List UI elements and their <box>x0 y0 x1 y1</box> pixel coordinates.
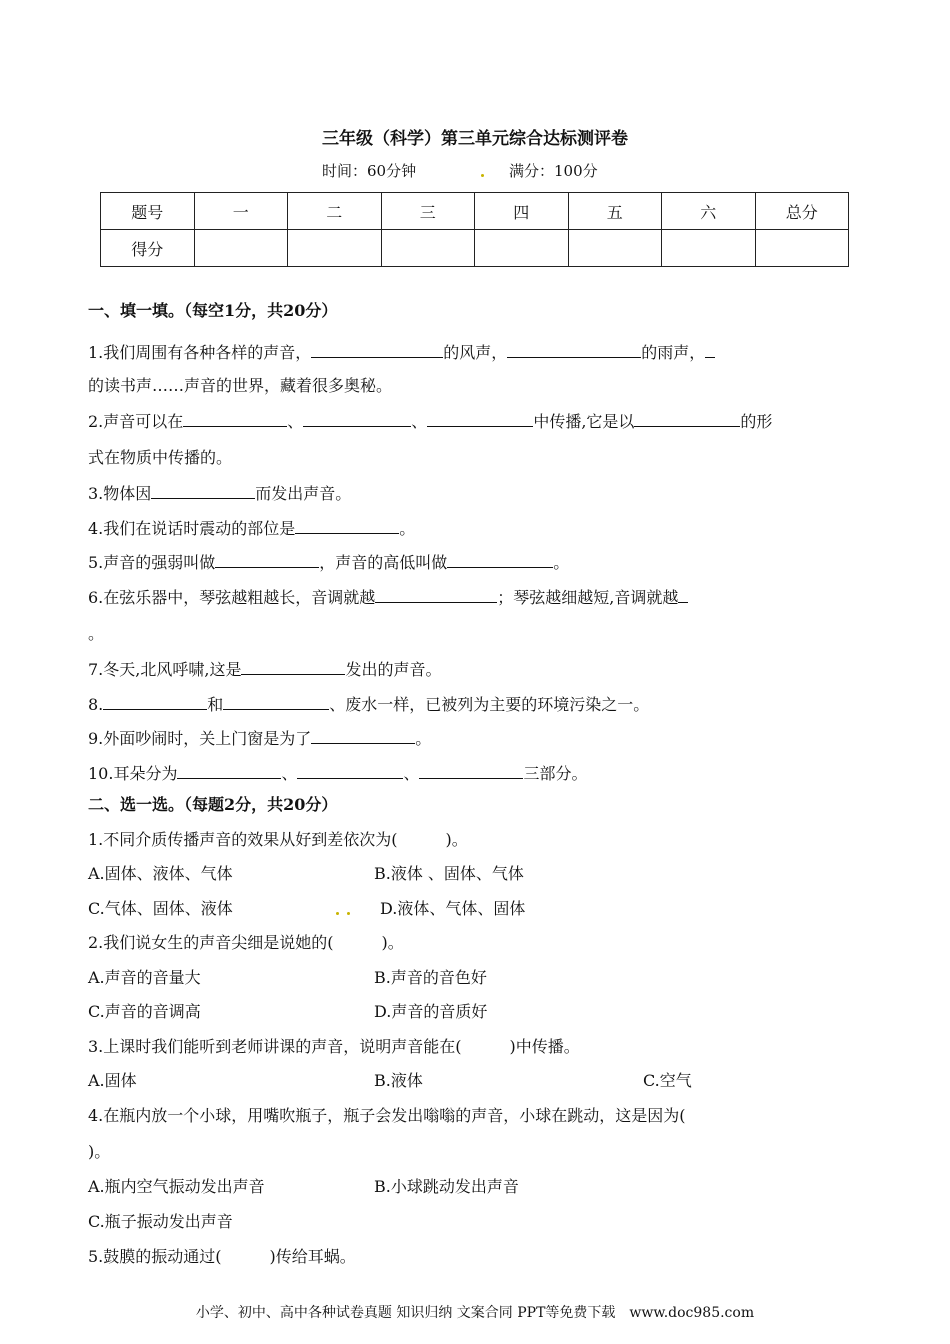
score-header-cell: 一 <box>194 193 288 230</box>
answer-blank[interactable] <box>295 517 399 534</box>
s1-question-1 <box>88 341 715 363</box>
answer-blank[interactable] <box>419 762 523 779</box>
s1-question-6 <box>88 586 688 608</box>
q-text: 、废水一样，已被列为主要的环境污染之一。 <box>329 695 650 714</box>
answer-blank[interactable] <box>183 410 287 427</box>
s2-question-4: 4.在瓶内放一个小球，用嘴吹瓶子，瓶子会发出嗡嗡的声音，小球在跳动，这是因为( <box>88 1106 686 1125</box>
q-text: 1.我们周围有各种各样的声音， <box>88 343 312 362</box>
answer-blank[interactable] <box>311 341 443 358</box>
q-text: 4.我们在说话时震动的部位是 <box>88 519 296 538</box>
score-header-cell: 题号 <box>101 193 195 230</box>
answer-blank[interactable] <box>103 693 207 710</box>
s2-question-1: 1.不同介质传播声音的效果从好到差依次为( )。 <box>88 830 468 849</box>
answer-blank[interactable] <box>151 482 255 499</box>
s2-question-2: 2.我们说女生的声音尖细是说她的( )。 <box>88 933 404 952</box>
score-table <box>100 192 849 267</box>
page-footer: 小学、初中、高中各种试卷真题 知识归纳 文案合同 PPT等免费下载 www.doc985.com <box>195 1305 755 1321</box>
s1-question-2 <box>88 410 772 432</box>
page-title: 三年级（科学）第三单元综合达标测评卷 <box>322 129 628 149</box>
q-text: 三部分。 <box>523 764 588 783</box>
s2-question-4-cont: )。 <box>88 1142 111 1161</box>
q-text: 的形 <box>740 412 773 431</box>
s2-q1-option-d[interactable]: D.液体、气体、固体 <box>380 899 526 918</box>
q-text: 、 <box>281 764 298 783</box>
q-text: 、 <box>411 412 428 431</box>
s2-q1-option-b[interactable]: B.液体 、固体、气体 <box>374 864 524 883</box>
decorative-dot <box>347 912 350 915</box>
q-text: 3.物体因 <box>88 484 152 503</box>
score-table-header-row <box>101 193 849 230</box>
q-text: 、 <box>287 412 304 431</box>
decorative-dot <box>481 174 484 177</box>
s1-question-8 <box>88 693 649 715</box>
q-text: 6.在弦乐器中，琴弦越粗越长，音调就越 <box>88 588 376 607</box>
answer-blank[interactable] <box>177 762 281 779</box>
score-cell <box>381 230 475 267</box>
answer-blank[interactable] <box>297 762 403 779</box>
s1-question-7 <box>88 658 441 680</box>
q-text: 的雨声， <box>641 343 706 362</box>
answer-blank[interactable] <box>303 410 411 427</box>
score-header-cell: 二 <box>288 193 382 230</box>
answer-blank[interactable] <box>634 410 740 427</box>
answer-blank[interactable] <box>447 551 553 568</box>
s2-q2-option-c[interactable]: C.声音的音调高 <box>88 1002 201 1021</box>
answer-blank[interactable] <box>311 727 415 744</box>
section2-heading: 二、选一选。（每题2分，共20分） <box>88 795 338 814</box>
score-cell <box>568 230 662 267</box>
answer-blank[interactable] <box>705 341 715 358</box>
q-text: 中传播,它是以 <box>533 412 635 431</box>
s1-question-9 <box>88 727 431 749</box>
answer-blank[interactable] <box>241 658 345 675</box>
s2-q4-option-c[interactable]: C.瓶子振动发出声音 <box>88 1212 233 1231</box>
s2-q1-option-a[interactable]: A.固体、液体、气体 <box>88 864 233 883</box>
score-cell <box>662 230 756 267</box>
score-cell <box>194 230 288 267</box>
q-text: 的风声， <box>443 343 508 362</box>
q-text: 发出的声音。 <box>345 660 442 679</box>
s1-question-2-cont: 式在物质中传播的。 <box>88 448 233 467</box>
s1-question-5 <box>88 551 569 573</box>
s2-q2-option-d[interactable]: D.声音的音质好 <box>374 1002 488 1021</box>
s2-q2-option-b[interactable]: B.声音的音色好 <box>374 968 487 987</box>
q-text: 而发出声音。 <box>255 484 352 503</box>
answer-blank[interactable] <box>427 410 533 427</box>
s1-question-6-cont: 。 <box>88 624 105 643</box>
score-header-cell: 四 <box>475 193 569 230</box>
q-text: ，声音的高低叫做 <box>319 553 448 572</box>
section1-heading: 一、填一填。（每空1分，共20分） <box>88 301 338 320</box>
exam-total-score: 满分：100分 <box>509 162 598 180</box>
score-cell <box>755 230 849 267</box>
q-text: 5.声音的强弱叫做 <box>88 553 216 572</box>
q-text: 。 <box>415 729 432 748</box>
score-table-score-row <box>101 230 849 267</box>
score-row-label: 得分 <box>101 230 195 267</box>
q-text: 、 <box>403 764 420 783</box>
q-text: 2.声音可以在 <box>88 412 184 431</box>
s1-question-1-cont: 的读书声……声音的世界，藏着很多奥秘。 <box>88 376 393 395</box>
exam-time: 时间：60分钟 <box>322 162 417 180</box>
score-header-cell: 三 <box>381 193 475 230</box>
score-cell <box>475 230 569 267</box>
s2-q4-option-b[interactable]: B.小球跳动发出声音 <box>374 1177 519 1196</box>
answer-blank[interactable] <box>215 551 319 568</box>
s2-question-3: 3.上课时我们能听到老师讲课的声音，说明声音能在( )中传播。 <box>88 1037 580 1056</box>
q-text: ；琴弦越细越短,音调就越 <box>497 588 679 607</box>
score-header-cell: 六 <box>662 193 756 230</box>
score-header-cell: 总分 <box>755 193 849 230</box>
score-cell <box>288 230 382 267</box>
q-text: 10.耳朵分为 <box>88 764 178 783</box>
score-header-cell: 五 <box>568 193 662 230</box>
s2-question-5: 5.鼓膜的振动通过( )传给耳蜗。 <box>88 1247 356 1266</box>
answer-blank[interactable] <box>375 586 497 603</box>
decorative-dot <box>336 912 339 915</box>
answer-blank[interactable] <box>223 693 329 710</box>
s2-q1-option-c[interactable]: C.气体、固体、液体 <box>88 899 233 918</box>
s2-q2-option-a[interactable]: A.声音的音量大 <box>88 968 201 987</box>
s2-q3-option-a[interactable]: A.固体 <box>88 1071 137 1090</box>
s2-q3-option-c[interactable]: C.空气 <box>643 1071 692 1090</box>
q-text: 7.冬天,北风呼啸,这是 <box>88 660 242 679</box>
q-text: 8. <box>88 695 104 714</box>
s1-question-10 <box>88 762 588 784</box>
s1-question-4 <box>88 517 415 539</box>
q-text: 。 <box>399 519 416 538</box>
q-text: 。 <box>553 553 570 572</box>
s2-q4-option-a[interactable]: A.瓶内空气振动发出声音 <box>88 1177 265 1196</box>
s2-q3-option-b[interactable]: B.液体 <box>374 1071 423 1090</box>
s1-question-3 <box>88 482 351 504</box>
answer-blank[interactable] <box>507 341 641 358</box>
answer-blank[interactable] <box>678 586 688 603</box>
q-text: 9.外面吵闹时，关上门窗是为了 <box>88 729 312 748</box>
q-text: 和 <box>207 695 224 714</box>
